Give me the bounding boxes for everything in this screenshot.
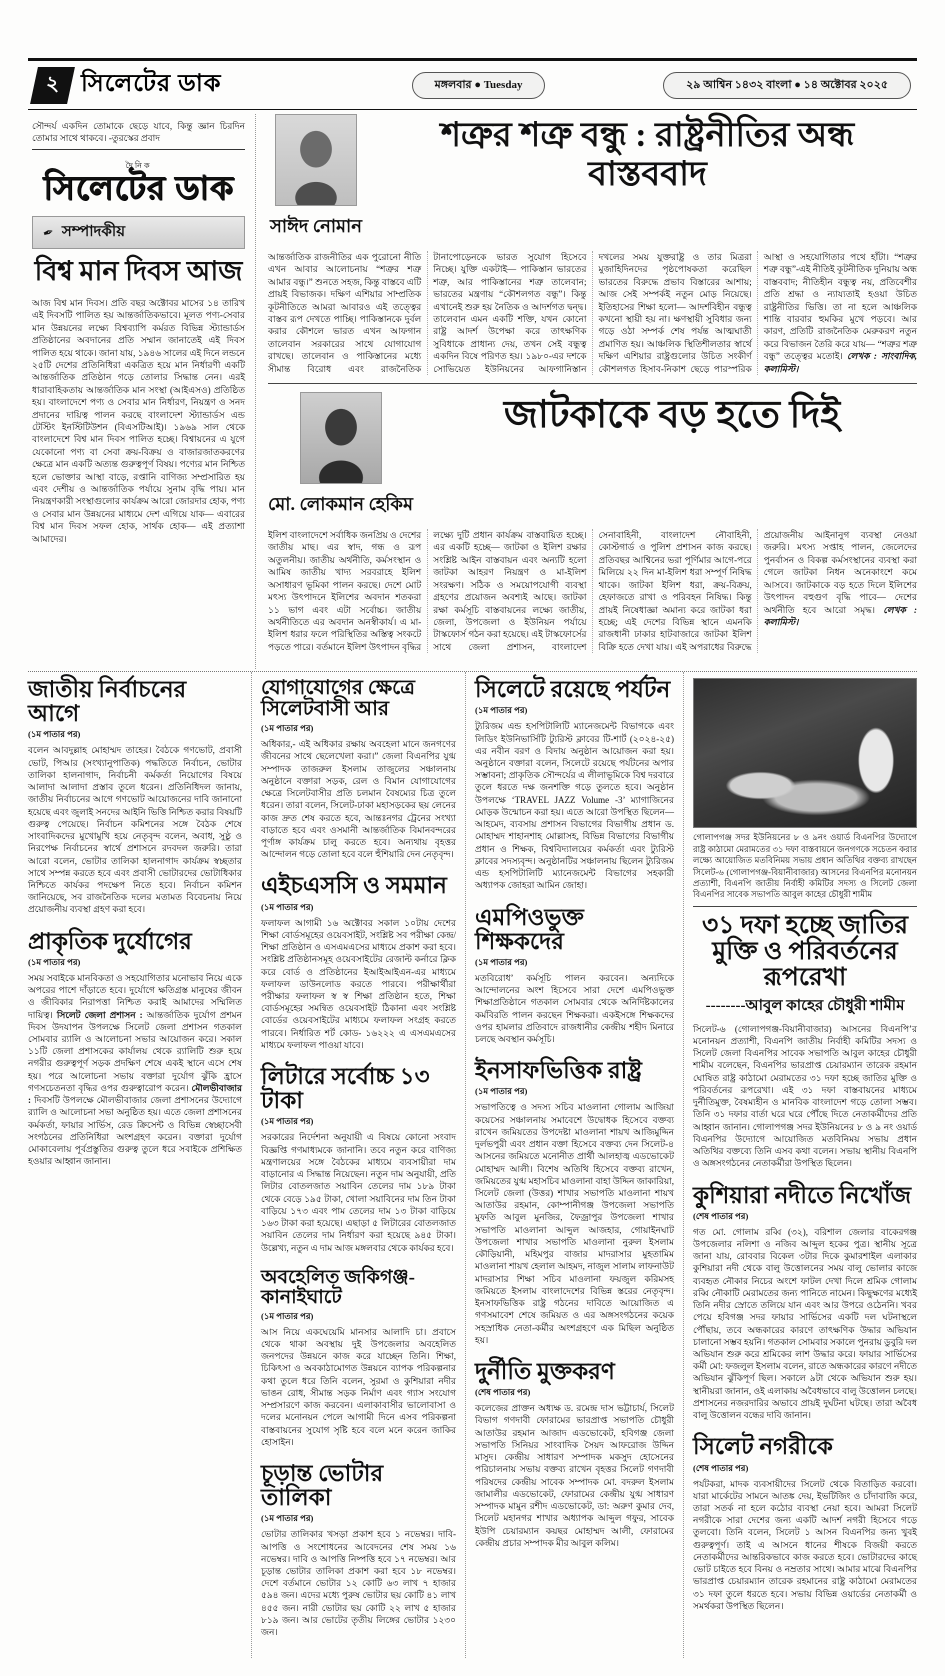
article-1-headline: শত্রুর শত্রু বন্ধু : রাষ্ট্রনীতির অন্ধ বাস্তববাদ (440, 117, 855, 194)
top-section (28, 114, 917, 669)
frag-headline: এমপিওভুক্ত শিক্ষকদের (475, 904, 584, 954)
author-photo-block-1 (268, 114, 364, 243)
article-neglected-zakiganj (261, 1268, 456, 1448)
masthead-title: সিলেটের ডাক (81, 71, 222, 97)
frag-body: ট্যুরিজম এন্ড হসপিটালিটি ম্যানেজমেন্ট বিভাগকে এবং লিডিং ইউনিভার্সিটি ট্যুরিস্ট ক্লাবের টি-শার্ট (২০২৪-২৫) এর নবীন বরণ ও বিদায় অনুষ্ঠান আয়োজন করা হয়। অনুষ্ঠানে বক্তারা বলেন, সিলেটে রয়েছে পর্যটনের অপার সম্ভাবনা; প্রাকৃতিক সৌন্দর্যের এ লীলাভূমিকে বিশ্ব দরবারে তুলে ধরতে দক্ষ জনশক্তি গড়ে তুলতে হবে। অনুষ্ঠান উপলক্ষে ‘TRAVEL JAZZ Volume -3’ ম্যাগাজিনের মোড়ক উন্মোচন করা হয়। এতে আরো উপস্থিত ছিলেন— আহমেদ, ব্যবসায় প্রশাসন বিভাগের বিভাগীয় প্রধান ড. মোহাম্মদ শাহানশাহ মোল্লাসহ, বিভিন্ন বিভাগের বিভাগীয় প্রধান ও শিক্ষক, বিশ্ববিদ্যালয়ের কর্মকর্তা এবং ট্যুরিস্ট ক্লাবের সদস্যবৃন্দ। অনুষ্ঠানটির সঞ্চালনায় ছিলেন ট্যুরিজম এন্ড হসপিটালিটি ম্যানেজমেন্ট বিভাগের সহকারী অধ্যাপক জোহরা আমিন জোহা। (475, 721, 674, 891)
continuation-note: (১ম পাতার পর) (261, 1310, 314, 1321)
frag-body: আস নিয়ে একঘেয়েমি মানসার আলাদি চা। প্রবাসে থেকে থাকা অবস্থায় দুই উপজেলার অবহেলিত জনপদের উন্নয়নে কাজ করে যাচ্ছেন তিনি। শিক্ষা, চিকিৎসা ও অবকাঠামোগত উন্নয়নে ব্যাপক পরিকল্পনার কথা তুলে ধরে তিনি বলেন, সুরমা ও কুশিয়ারা নদীর ভাঙন রোধ, সীমান্ত সড়ক নির্মাণ এবং গ্যাস সংযোগ সম্প্রসারণে কাজ করবেন। এলাকাবাসীর ভালোবাসা ও দলের মনোনয়ন পেলে আগামী দিনে এসব পরিকল্পনা বাস্তবায়নের সুযোগ সৃষ্টি হবে বলে মনে করেন জাকির হোসাইন। (261, 1326, 456, 1447)
frag-body: মতবিরোধ’ কর্মসূচি পালন করবেন। অন্যদিকে আন্দোলনের অংশ হিসেবে সারা দেশে এমপিওভুক্ত শিক্ষাপ্রতিষ্ঠানে গতকাল সোমবার থেকে অনির্দিষ্টকালের কর্মবিরতি পালন করছেন শিক্ষকরা। একইসঙ্গে শিক্ষকদের ওপর হামলার প্রতিবাদে রাজধানীর কেন্দ্রীয় শহীদ মিনারে চলছে অবস্থান কর্মসূচি। (475, 972, 674, 1044)
bottom-section (28, 671, 917, 1658)
continuation-note: (১ম পাতার পর) (261, 901, 314, 912)
frag-body: সভাপতিত্বে ও সদস্য সচিব মাওলানা গোলাম আজিয়া কয়েসের সঞ্চালনায় সমাবেশে উদ্বোধক হিসেবে বক্তব্য রাখেন জমিয়তের উপদেষ্টা মাওলানা শায়খ আজিমুদ্দিন দুর্লভপুরী এবং প্রধান বক্তা হিসেবে বক্তব্য দেন সিলেট-৪ আসনের জমিয়তে মনোনীত প্রার্থী আলহাজ্ব এডভোকেট মোহাম্মদ আলী। বিশেষ অতিথি হিসেবে বক্তব্য রাখেন, জমিয়তের যুগ্ম মহাসচিব মাওলানা বাহা উদ্দিন জাকারিয়া, সিলেট জেলা (উত্তর) শাখার সভাপতি মাওলানা শায়খ আতাউর রহমান, কোম্পানীগঞ্জ উপজেলা সভাপতি মুফতি আবুল মুনজির, ফৈজ্রাপুর উপজেলা শাখার সভাপতি মাওলানা আব্দুল আজহার, গোয়াইনঘাট উপজেলা শাখার সভাপতি মাওলানা নুরুল ইসলাম কৌড়িয়ানী, মহিমপুর বাজার মাদরাসার মুহতামিম মাওলানা শায়খ হেলাল আহমদ, নাজুল সালাম লাফনাউট মাদরাসার শিক্ষা সচিব মাওলানা ফয়জুল করিমসহ জমিয়তে ইসলাম বাংলাদেশের বিভিন্ন স্তরের নেতৃবৃন্দ। ইনসাফভিত্তিক রাষ্ট্র গঠনের দাবিতে আয়োজিত এ গণসমাবেশ শেষে জমিয়ত ও এর অঙ্গসংগঠনের কয়েক সহস্রাধিক নেতা-কর্মীর অংশগ্রহণে এক মিছিল অনুষ্ঠিত হয়। (475, 1102, 674, 1345)
article-insaf-state (475, 1059, 674, 1346)
editorial-body: আজ বিশ্ব মান দিবস। প্রতি বছর অক্টোবর মাসের ১৪ তারিখ এই দিবসটি পালিত হয় আন্তর্জাতিকভাবে। মূলত পণ্য-সেবার মান উন্নয়নের লক্ষ্যে বিশ্বব্যাপি কর্মরত বিভিন্ন স্ট্যান্ডার্ডস প্রতিষ্ঠানের অবদানের প্রতি সম্মান জানাতেই এই দিবস পালিত হয়ে থাকে। জানা যায়, ১৯৪৬ সালের এই দিনে লন্ডনে ২৫টি দেশের প্রতিনিধিরা একত্রিত হয়ে মান নির্ধারণী একটি আন্তর্জাতিক প্রতিষ্ঠান গড়ে তোলার সিদ্ধান্ত নেন। এরই ধারাবাহিকতায় আন্তর্জাতিক মান সংস্থা (আইএসও) প্রতিষ্ঠিত হয়। বাংলাদেশে পণ্য ও সেবার মান নির্ধারণ, নিয়ন্ত্রণ ও সনদ প্রদানের দায়িত্ব পালন করছে বাংলাদেশ স্ট্যান্ডার্ডস এন্ড টেস্টিং ইনস্টিটিউশন (বিএসটিআই)। ১৯৬৯ সাল থেকে বাংলাদেশে বিশ্ব মান দিবস পালিত হচ্ছে। বিশ্বায়নের এ যুগে যেকোনো পণ্য বা সেবা ক্রয়-বিক্রয় ও বাজারজাতকরণের ক্ষেত্রে মান একটি অত্যন্ত গুরুত্বপূর্ণ বিষয়। পণ্যের মান নিশ্চিত হলে ভোক্তার আস্থা বাড়ে, রপ্তানি বাণিজ্য সম্প্রসারিত হয় এবং দেশীয় ও আন্তর্জাতিক পর্যায়ে সুনাম বৃদ্ধি পায়। মান নিয়ন্ত্রণকারী সংস্থাগুলোর কার্যক্রম আরো জোরদার হোক, পণ্য ও সেবার মান উন্নয়নের মাধ্যমে দেশ এগিয়ে যাক— এবারের বিশ্ব মান দিবস সফল হোক, সার্থক হোক— এই প্রত্যাশা আমাদের। (32, 297, 245, 544)
frag-headline: চূড়ান্ত ভোটার তালিকা (261, 1461, 384, 1511)
frag-headline: প্রাকৃতিক দুর্যোগের (28, 928, 192, 954)
continuation-note: (১ম পাতার পর) (475, 1086, 528, 1097)
article-communication-sylhet (261, 678, 456, 860)
runin-moulvibazar: মৌলভীবাজার : (28, 1082, 242, 1106)
frag-body (28, 972, 242, 1168)
article-2-headline: জাটকাকে বড় হতে দিই (503, 394, 841, 437)
continuation-note: (শেষ পাতার পর) (693, 1210, 749, 1221)
byline-1: সাঈদ নোমান (269, 216, 363, 236)
article-mpo-teachers (475, 906, 674, 1046)
continuation-note: (১ম পাতার পর) (261, 1116, 314, 1127)
continuation-note: (১ম পাতার পর) (261, 723, 314, 734)
frag-body: গত মো. গোলাম রব্বি (৩২), বরিশাল জেলার বাকেরগঞ্জ উপজেলার নলিশা ও নজিব আব্দুল হকের পুত্র। স্থানীয় সূত্রে জানা যায়, রোববার বিকেল ৩টার দিকে কুমারশাইল এলাকার কুশিয়ারা নদী থেকে বালু উত্তোলনের সময় বালু ভোলার কাজে ব্যবহৃত নৌকার নিচের অংশে ফাটল দেখা দিলে শ্রমিক গোলাম রব্বি নৌকাটি মেরামতের জন্য পানিতে নামেন। কিছুক্ষণের মধ্যেই তিনি নদীর স্রোতে তলিয়ে যান এবং আর উপরে ওঠেননি। খবর পেয়ে হবিগঞ্জ সদর ফায়ার সার্ভিসের একটি দল ঘটনাস্থলে পৌঁছায়, তবে অন্ধকারের কারণে তাৎক্ষণিক উদ্ধার অভিযান চালানো সম্ভব হয়নি। গতকাল সোমবার সকালে পুনরায় ডুবুরি দল অভিযান শুরু করে শ্রমিকের লাশ উদ্ধার করে। ফায়ার সার্ভিসের কর্মী মো: ফজলুল ইসলাম বলেন, রাতে অন্ধকারের কারণে নদীতে অভিযান ঝুঁকিপূর্ণ ছিল। সকালে ৯টা থেকে অভিযান শুরু হয়। স্থানীয়রা জানান, ওই এলাকায় অবৈধভাবে বালু উত্তোলন চলছে। প্রশাসনের নজরদারির অভাবে প্রায়ই দুর্ঘটনা ঘটছে। তারা অবৈধ বালু উত্তোলন বন্ধের দাবি জানান। (693, 1226, 917, 1421)
disaster-body-1: আন্তর্জাতিক দুর্যোগ প্রশমন দিবস উদযাপন উপলক্ষে সিলেট জেলা প্রশাসন গতকাল সোমবার র‌্যালি ও আলোচনা সভার আয়োজন করে। সকাল ১১টি জেলা প্রশাসকের কার্যালয় থেকে র‌্যালিটি শুরু হয়ে নগরীর গুরুত্বপূর্ণ সড়ক প্রদক্ষিণ শেষে একই স্থানে এসে শেষ হয়। পরে আলোচনা সভায় বক্তারা দুর্যোগ ঝুঁকি হ্রাসে গণসচেতনতা বৃদ্ধির ওপর গুরুত্বারোপ করেন। (28, 1009, 243, 1093)
masthead-quote: সৌন্দর্য একদিন তোমাকে ছেড়ে যাবে, কিন্তু জ্ঞান চিরদিন তোমার সাথে থাকবে। -তুরস্কের প্রবাদ (32, 120, 245, 150)
page-number: ২ (46, 72, 60, 95)
continuation-note: (১ম পাতার পর) (261, 1513, 314, 1524)
continuation-note: (শেষ পাতার পর) (475, 1387, 531, 1398)
article-kushiyara-missing (693, 1184, 917, 1422)
frag-headline: সিলেটে রয়েছে পর্যটন (475, 677, 671, 703)
frag-headline: দুর্নীতি মুক্তকরণ (475, 1359, 615, 1385)
article-corruption-free (475, 1360, 674, 1549)
frag-headline: লিটারে সর্বোচ্চ ১৩ টাকা (261, 1064, 430, 1114)
article-tourism-sylhet (475, 678, 674, 891)
frag-body: পর্যটকরা, মাদক ব্যবসায়ীদের সিলেট থেকে বিতাড়িত করবো। যারা মার্কেটের সামনে আতঙ্ক দেয়, ইভটিজিং ও চাঁদাবাজি করে, তারা সতর্ক না হলে কঠোর ব্যবস্থা নেয়া হবে। আমরা সিলেট নগরীকে সারা দেশের জন্য একটি আদর্শ নগরী হিসেবে গড়ে তুলবো। তিনি বলেন, সিলেট ১ আসন বিএনপির জন্য খুবই গুরুত্বপূর্ণ। তাই এ আসনে ধানের শীষকে বিজয়ী করতে নেতাকর্মীদের আন্তরিকভাবে কাজ করতে হবে। ভোটারদের কাছে ভোট চাইতে হবে বিনয় ও নম্রতার সাথে। আমার মাঝে বিএনপির ভারপ্রাপ্ত চেয়ারম্যান তারেক রহমানের রাষ্ট্র কাঠামো মেরামতের ৩১ দফা তুলে ধরতে হবে। সভায় বিভিন্ন ওয়ার্ডের নেতাকর্মী ও সমর্থকরা উপস্থিত ছিলেন। (693, 1478, 917, 1611)
frag-body: সিলেট-৬ (গোলাপগঞ্জ-বিয়ানীবাজার) আসনের বিএনপি’র মনোনয়ন প্রত্যাশী, বিএনপি জাতীয় নির্বাহী কমিটির সদস্য ও সিলেট জেলা বিএনপির সাবেক সভাপতি আবুল কাহের চৌধুরী শামীম বলেছেন, বিএনপির ভারপ্রাপ্ত চেয়ারম্যান তারেক রহমান ঘোষিত রাষ্ট্র কাঠামো মেরামতের ৩১ দফা হচ্ছে জাতির মুক্তি ও পরিবর্তনের রূপরেখা। এই ৩১ দফা বাস্তবায়নের মাধ্যমে দুর্নীতিমুক্ত, বৈষম্যহীন ও মানবিক বাংলাদেশ গড়ে তোলা সম্ভব। তিনি ৩১ দফার বার্তা ঘরে ঘরে পৌঁছে দিতে নেতাকর্মীদের প্রতি আহ্বান জানান। গোলাপগঞ্জ সদর ইউনিয়নের ৮ ও ৯ নং ওয়ার্ড বিএনপির উদ্যোগে আয়োজিত মতবিনিময় সভায় প্রধান অতিথির বক্তব্যে তিনি এসব কথা বলেন। সভায় স্থানীয় বিএনপি ও অঙ্গসংগঠনের নেতাকর্মীরা উপস্থিত ছিলেন। (693, 1023, 917, 1169)
main-articles-column (256, 114, 917, 669)
editorial-headline: বিশ্ব মান দিবস আজ (34, 256, 243, 287)
pen-icon: ✒ (40, 223, 56, 242)
bottom-column-2 (252, 672, 466, 1658)
runin-sylhet-da: সিলেট জেলা প্রশাসন : (56, 1009, 143, 1020)
frag-headline: ৩১ দফা হচ্ছে জাতির মুক্তি ও পরিবর্তনের রূপরেখা (701, 911, 908, 992)
article-final-voter-list (261, 1462, 456, 1638)
bottom-column-1 (28, 672, 252, 1658)
page-header (28, 58, 917, 110)
frag-headline: যোগাযোগের ক্ষেত্রে সিলেটবাসী আর (261, 677, 415, 721)
article-sylhet-city (693, 1435, 917, 1612)
article-before-national-election (28, 678, 242, 916)
author-photo-2 (300, 392, 382, 484)
attribution-line: --------আবুল কাহের চৌধুরী শামীম (705, 997, 905, 1014)
frag-body: বলেন আবদুল্লাহ মোহাম্মদ তাহের। বৈঠকে গণভোট, প্রবাসী ভোট, পিআর (সংখ্যানুপাতিক) পদ্ধতিতে নির্বাচন, ভোটার তালিকা হালনাগাদ, নির্বাচনী কর্মকর্তা নিয়োগের বিষয়ে আলাদা আলাদা প্রস্তাব তুলে ধরেন। প্রতিনিধিদল জানায়, জাতীয় নির্বাচনের আগে গণভোট আয়োজনের দাবি জানানো হয়েছে এবং জুলাই সনদের আইনি ভিত্তি নিশ্চিত করার বিষয়টি গুরুত্ব পেয়েছে। নির্বাচন কমিশনের সঙ্গে বৈঠক শেষে সাংবাদিকদের মুখোমুখি হয়ে নেতৃবৃন্দ বলেন, অবাধ, সুষ্ঠু ও নিরপেক্ষ নির্বাচনের স্বার্থে প্রশাসনে রদবদল জরুরি। তারা আরো বলেন, ভোটার তালিকা হালনাগাদ কার্যক্রম স্বচ্ছতার সাথে সম্পন্ন করতে হবে এবং প্রবাসী ভোটারদের ভোটাধিকার নিশ্চিতে কার্যকর পদক্ষেপ নিতে হবে। নির্বাচন কমিশন জানিয়েছে, সব রাজনৈতিক দলের মতামত বিবেচনায় নিয়ে প্রয়োজনীয় ব্যবস্থা গ্রহণ করা হবে। (28, 745, 242, 915)
article-1-body (268, 251, 917, 375)
frag-headline: অবহেলিত জকিগঞ্জ-কানাইঘাটে (261, 1266, 415, 1308)
logo-title: সিলেটের ডাক (43, 171, 234, 208)
continuation-note: (১ম পাতার পর) (475, 956, 528, 967)
day-pill: মঙ্গলবার ● Tuesday (412, 72, 546, 99)
disaster-intro: সময় সবাইকে মানবিকতা ও সহযোগিতার মনোভাব নিয়ে একে অপরের পাশে দাঁড়াতে হবে। দুর্যোগে ক্ষতিগ্রস্ত মানুষের জীবন ও জীবিকার নিরাপত্তা নিশ্চিত করাই আমাদের সম্মিলিত দায়িত্ব। (28, 972, 242, 1020)
continuation-note: (১ম পাতার পর) (28, 956, 81, 967)
frag-body: কলেজের প্রাক্তন অধ্যক্ষ ড. রমেন্দ্র দাস ভট্টাচার্য, সিলেট বিভাগ গণদাবী ফোরামের ভারপ্রাপ্ত সভাপতি চৌধুরী আতাউর রহমান আজাদ এডভোকেট, হবিগঞ্জ জেলা সভাপতি সিনিয়র সাংবাদিক সৈয়দ আফরোজ উদ্দিন মাসুদ। কেন্দ্রীয় সাধারণ সম্পাদক মকসুদ হোসেনের পরিচালনায় সভায় বক্তব্য রাখেন বৃহত্তর সিলেট গণদাবী পরিষদের কেন্দ্রীয় সাবেক সম্পাদক মো. বদরুল ইসলাম জামালীর এডভোকেট, ফোরামের কেন্দ্রীয় যুগ্ম সাধারণ সম্পাদক মামুন রশীদ এডভোকেট, ডা: অরুণ কুমার দেব, সিলেট মহানগর শাখার অধ্যাপক আব্দুল গফুর, সাবেক ইউপি চেয়ারম্যান কয়ছর মোহাম্মদ আলী, ফোরামের কেন্দ্রীয় প্রচার সম্পাদক মীর আবুল কলিম। (475, 1403, 674, 1548)
article-1-author-footer: লেখক : সাংবাদিক, কলামিস্ট। (763, 351, 918, 374)
article-enemy-of-enemy (268, 114, 917, 384)
byline-2: মো. লোকমান হেকিম (268, 494, 414, 515)
frag-body: অধিকার,- এই অধিকার রক্ষায় অবহেলা মানে জনগণের জীবনের সাথে ছেলেখেলা করা।” জেলা বিএনপির যুগ্ম সম্পাদক তাজরুল ইসলাম তাজুলের সঞ্চালনায় অনুষ্ঠানে বক্তারা সড়ক, রেল ও বিমান যোগাযোগের ক্ষেত্রে সিলেটবাসীর প্রতি চলমান বৈষম্যের চিত্র তুলে ধরেন। তারা বলেন, সিলেট-ঢাকা মহাসড়কের ছয় লেনের কাজ দ্রুত শেষ করতে হবে, আন্তঃনগর ট্রেনের সংখ্যা বাড়াতে হবে এবং ওসমানী আন্তর্জাতিক বিমানবন্দরের পূর্ণাঙ্গ কার্যক্রম চালু করতে হবে। অন্যথায় বৃহত্তর আন্দোলন গড়ে তোলা হবে বলে হুঁশিয়ারি দেন নেতৃবৃন্দ। (261, 739, 456, 860)
newspaper-logo (32, 150, 245, 212)
article-2-body (268, 529, 917, 653)
continuation-note: (১ম পাতার পর) (475, 705, 528, 716)
author-photo-1 (275, 114, 357, 206)
article-2-text: ইলিশ বাংলাদেশে সর্বাধিক জনপ্রিয় ও দেশের জাতীয় মাছ। এর স্বাদ, গন্ধ ও রূপ অতুলনীয়। জাতীয় অর্থনীতি, কর্মসংস্থান ও আমিষ জাতীয় খাদ্য সরবরাহে ইলিশ অসাধারণ ভূমিকা পালন করছে। দেশে মোট মৎস্য উৎপাদনে ইলিশের অবদান শতকরা ১১ ভাগ এবং এটা সর্বোচ্চ। জাতীয় অর্থনীতিতে এর অবদান অনস্বীকার্য। এ মা-ইলিশ ধরার ফলে পরিস্থিতির অস্তিত্ব সংকটে পড়তে পারে। বর্তমানে ইলিশ উৎপাদন বৃদ্ধির লক্ষ্যে দুটি প্রধান কার্যক্রম বাস্তবায়িত হচ্ছে। এর একটি হচ্ছে— জাটকা ও ইলিশ রক্ষার সংশ্লিষ্ট আইন বাস্তবায়ন এবং অন্যটি হলো জাটকা আহরণ নিয়ন্ত্রণ ও মা-ইলিশ সংরক্ষণ। সঠিক ও সময়োপযোগী ব্যবস্থা গ্রহণের প্রয়োজন অবশ্যই আছে। জাটকা রক্ষা কর্মসূচি বাস্তবায়নের লক্ষ্যে জাতীয়, জেলা, উপজেলা ও ইউনিয়ন পর্যায়ে টাস্কফোর্স গঠন করা হয়েছে। এই টাস্কফোর্সের সাথে জেলা প্রশাসন, বাংলাদেশ সেনাবাহিনী, বাংলাদেশ নৌবাহিনী, কোস্টগার্ড ও পুলিশ প্রশাসন কাজ করছে। প্রতিবছর আশ্বিনের ভরা পূর্ণিমার আগে-পরে মিলিয়ে ২২ দিন মা-ইলিশ ধরা সম্পূর্ণ নিষিদ্ধ থাকে। জাটকা ইলিশ ধরা, ক্রয়-বিক্রয়, হেফাজতে রাখা ও পরিবহন নিষিদ্ধ। কিন্তু প্রায়ই নিষেধাজ্ঞা অমান্য করে জাটকা ধরা হচ্ছে; এই দেশের বিভিন্ন স্থানে এমনকি রাজধানী ঢাকার হাটবাজারে জাটকা ইলিশ বিক্রি হতে দেখা যায়। এই অপরাধের বিরুদ্ধে প্রয়োজনীয় আইনানুগ ব্যবস্থা নেওয়া জরুরি। মৎস্য সপ্তাহ পালন, জেলেদের পুনর্বাসন ও বিকল্প কর্মসংস্থানের ব্যবস্থা করা গেলে জাটকা নিধন অনেকাংশে কমে আসবে। জাটকাকে বড় হতে দিলে ইলিশের উৎপাদন বহুগুণ বৃদ্ধি পাবে— দেশের অর্থনীতি হবে আরো সমৃদ্ধ। (268, 530, 917, 652)
bottom-column-4 (684, 672, 917, 1658)
author-photo-block-2 (268, 392, 413, 521)
article-2-author-footer: লেখক : কলামিস্ট। (763, 604, 917, 627)
disaster-body-2: দিবসটি উপলক্ষে মৌলভীবাজার জেলা প্রশাসনের উদ্যোগে র‌্যালি ও আলোচনা সভা অনুষ্ঠিত হয়। এতে জেলা প্রশাসনের কর্মকর্তা, ফায়ার সার্ভিস, রেড ক্রিসেন্ট ও বিভিন্ন স্বেচ্ছাসেবী সংগঠনের প্রতিনিধিরা অংশগ্রহণ করেন। বক্তারা দুর্যোগ মোকাবেলায় পূর্বপ্রস্তুতির গুরুত্ব তুলে ধরে সবাইকে প্রশিক্ষিত হওয়ার আহ্বান জানান। (28, 1095, 243, 1167)
photo-caption: গোলাপগঞ্জ সদর ইউনিয়নের ৮ ও ৯নং ওয়ার্ড বিএনপির উদ্যোগে রাষ্ট্র কাঠামো মেরামতের ৩১ দফা বাস্তবায়নে জনগণকে সচেতন করার লক্ষ্যে আয়োজিত মতবিনিময় সভায় প্রধান অতিথির বক্তব্য রাখছেন সিলেট-৬ (গোলাপগঞ্জ-বিয়ানীবাজার) আসনের বিএনপির মনোনয়ন প্রত্যাশী, বিএনপি জাতীয় নির্বাহী কমিটির সদস্য ও সিলেট জেলা বিএনপির সাবেক সভাপতি আবুল কাহের চৌধুরী শামীম (693, 832, 917, 907)
frag-body: সরকারের নির্দেশনা অনুযায়ী এ বিষয়ে কোনো সংবাদ বিজ্ঞপ্তি গণমাধ্যমকে জানানি। তবে নতুন করে বাণিজ্য মন্ত্রণালয়ের সঙ্গে বৈঠকের মাধ্যমে ব্যবসায়ীরা দাম বাড়ানোর এ সিদ্ধান্ত নিয়েছেন। নতুন দাম অনুযায়ী, প্রতি লিটার বোতলজাত সয়াবিন তেলের দাম ১৮৯ টাকা থেকে বেড়ে ১৯৫ টাকা, খোলা সয়াবিনের দাম তিন টাকা বাড়িয়ে ১৭৩ এবং পাম তেলের দাম ১৩ টাকা বাড়িয়ে ১৬৩ টাকা করা হয়েছে। এছাড়া ৫ লিটারের বোতলজাত সয়াবিন তেলের দাম নির্ধারণ করা হয়েছে ৯৪৫ টাকা। উল্লেখ্য, নতুন এ দাম আজ মঙ্গলবার থেকে কার্যকর হবে। (261, 1132, 456, 1253)
page-number-badge (30, 67, 75, 104)
article-hsc-equivalent (261, 874, 456, 1051)
frag-headline: জাতীয় নির্বাচনের আগে (28, 677, 187, 727)
frag-body: ভোটার তালিকার খসড়া প্রকাশ হবে ১ নভেম্বর। দাবি-আপত্তি ও সংশোধনের আবেদনের শেষ সময় ১৬ নভেম্বর। দাবি ও আপত্তি নিষ্পত্তি হবে ১৭ নভেম্বর। আর চূড়ান্ত ভোটার তালিকা প্রকাশ করা হবে ১৮ নভেম্বর। দেশে বর্তমানে ভোটার ১২ কোটি ৬৩ লাখ ৭ হাজার ৫৯৪ জন। এদের মধ্যে পুরুষ ভোটার ছয় কোটি ৪১ লাখ ৪৫৫ জন। নারী ভোটার ছয় কোটি ২২ লাখ ৫ হাজার ৮১৯ জন। আর ভোটের তৃতীয় লিঙ্গের ভোটার ১২৩০ জন। (261, 1529, 456, 1638)
frag-body: ফলাফল আগামী ১৬ অক্টোবর সকাল ১০টায় দেশের শিক্ষা বোর্ডসমূহের ওয়েবসাইট, সংশ্লিষ্ট সব পরীক্ষা কেন্দ্র/শিক্ষা প্রতিষ্ঠান ও এসএমএসের মাধ্যমে প্রকাশ করা হবে। সংশ্লিষ্ট প্রতিষ্ঠানসমূহ ওয়েবসাইটের রেজাল্ট কর্নারে ক্লিক করে বোর্ড ও প্রতিষ্ঠানের ইআইআইএন-এর মাধ্যমে ফলাফল ডাউনলোড করতে পারবে। পরীক্ষার্থীরা পরীক্ষার ফলাফল স্ব স্ব শিক্ষা প্রতিষ্ঠান হতে, শিক্ষা বোর্ডসমূহের সমন্বিত ওয়েবসাইট ঠিকানা এবং সংশ্লিষ্ট বোর্ডের ওয়েবসাইটের মাধ্যমে ফলাফল সংগ্রহ করতে পারবে। নির্ধারিত শর্ট কোড- ১৬২২২ এ এসএমএসের মাধ্যমে ফলাফল পাওয়া যাবে। (261, 917, 456, 1050)
article-natural-disaster (28, 930, 242, 1168)
editorial-column (28, 114, 256, 669)
bottom-column-3 (466, 672, 684, 1658)
logo-kicker: দৈনিক (125, 161, 152, 171)
frag-headline: সিলেট নগরীকে (693, 1434, 833, 1460)
bnp-meeting-photo (693, 678, 917, 828)
article-oil-price (261, 1065, 456, 1254)
frag-headline: এইচএসসি ও সমমান (261, 873, 447, 899)
editorial-section-bar (32, 216, 245, 249)
article-31-points (693, 913, 917, 1170)
frag-headline: কুশিয়ারা নদীতে নিখোঁজ (693, 1182, 912, 1208)
continuation-note: (১ম পাতার পর) (28, 729, 81, 740)
continuation-note: (শেষ পাতার পর) (693, 1462, 749, 1473)
frag-headline: ইনসাফভিত্তিক রাষ্ট্র (475, 1058, 642, 1084)
date-pill: ২৯ আশ্বিন ১৪৩২ বাংলা ● ১৪ অক্টোবর ২০২৫ (663, 72, 911, 99)
article-1-text: আন্তর্জাতিক রাজনীতির এক পুরোনো নীতি এখন আবার আলোচনায় “শত্রুর শত্রু আমার বন্ধু।” শুনতে সহজ, কিন্তু বাস্তবে এটি প্রায়ই বিভাজক। দক্ষিণ এশিয়ার সাম্প্রতিক কূটনীতিতে আমরা আবারও এই তত্ত্বের বাস্তব রূপ দেখতে পাচ্ছি। পাকিস্তানকে দুর্বল করার কৌশলে ভারত এখন আফগান তালেবান সরকারের সাথে যোগাযোগ রাখছে। তালেবান ও পাকিস্তানের মধ্যে সীমান্ত বিরোধ এবং রাজনৈতিক টানাপোড়েনকে ভারত সুযোগ হিসেবে নিচ্ছে। যুক্তি একটাই— পাকিস্তান ভারতের শত্রু, আর পাকিস্তানের শত্রু তালেবান; ভারতের মন্ত্রণায় “কৌশলগত বন্ধু”। কিন্তু এখানেই শুরু হয় নৈতিক ও আদর্শগত দ্বন্দ্ব। তালেবান এমন একটি শক্তি, যখন কোনো রাষ্ট্র আদর্শ উপেক্ষা করে তাৎক্ষণিক সুবিধাকে প্রাধান্য দেয়, তখন সেই বন্ধুত্ব একদিন বিষে পরিণত হয়। ১৯৮০-এর দশকে সোভিয়েত ইউনিয়নের আফগানিস্তান দখলের সময় যুক্তরাষ্ট্র ও তার মিত্ররা মুজাহিদিনদের পৃষ্ঠপোষকতা করেছিল ভারতের বিরুদ্ধে প্রভাব বিস্তারের আশায়; আজ সেই সম্পর্কই নতুন মোড় নিয়েছে। ইতিহাসের শিক্ষা হলো— আদর্শবিহীন বন্ধুত্ব কখনো স্থায়ী হয় না। ক্ষণস্থায়ী সুবিধার জন্য গড়ে ওঠা সম্পর্ক শেষ পর্যন্ত আত্মঘাতী প্রমাণিত হয়। আঞ্চলিক স্থিতিশীলতার স্বার্থে দক্ষিণ এশিয়ার রাষ্ট্রগুলোর উচিত সংকীর্ণ কৌশলগত হিসাব-নিকাশ ছেড়ে পারস্পরিক আস্থা ও সহযোগিতার পথে হাঁটা। “শত্রুর শত্রু বন্ধু”-এই নীতিই কূটনীতিক দুনিয়ায় অন্ধ বাস্তববাদ; নীতিহীন বন্ধুত্ব নয়, প্রতিবেশীর প্রতি শ্রদ্ধা ও ন্যায্যতাই হওয়া উচিত রাষ্ট্রনীতির ভিত্তি। তা না হলে আঞ্চলিক শান্তি বারবার হুমকির মুখে পড়বে। আর কারণ, প্রতিটি রাজনৈতিক মেরুকরণ নতুন করে বিভাজন তৈরি করে যায়— “শত্রুর শত্রু বন্ধু” তত্ত্বের মতোই। (268, 252, 918, 374)
article-jatka (268, 392, 917, 661)
editorial-section-label: সম্পাদকীয় (61, 224, 126, 241)
